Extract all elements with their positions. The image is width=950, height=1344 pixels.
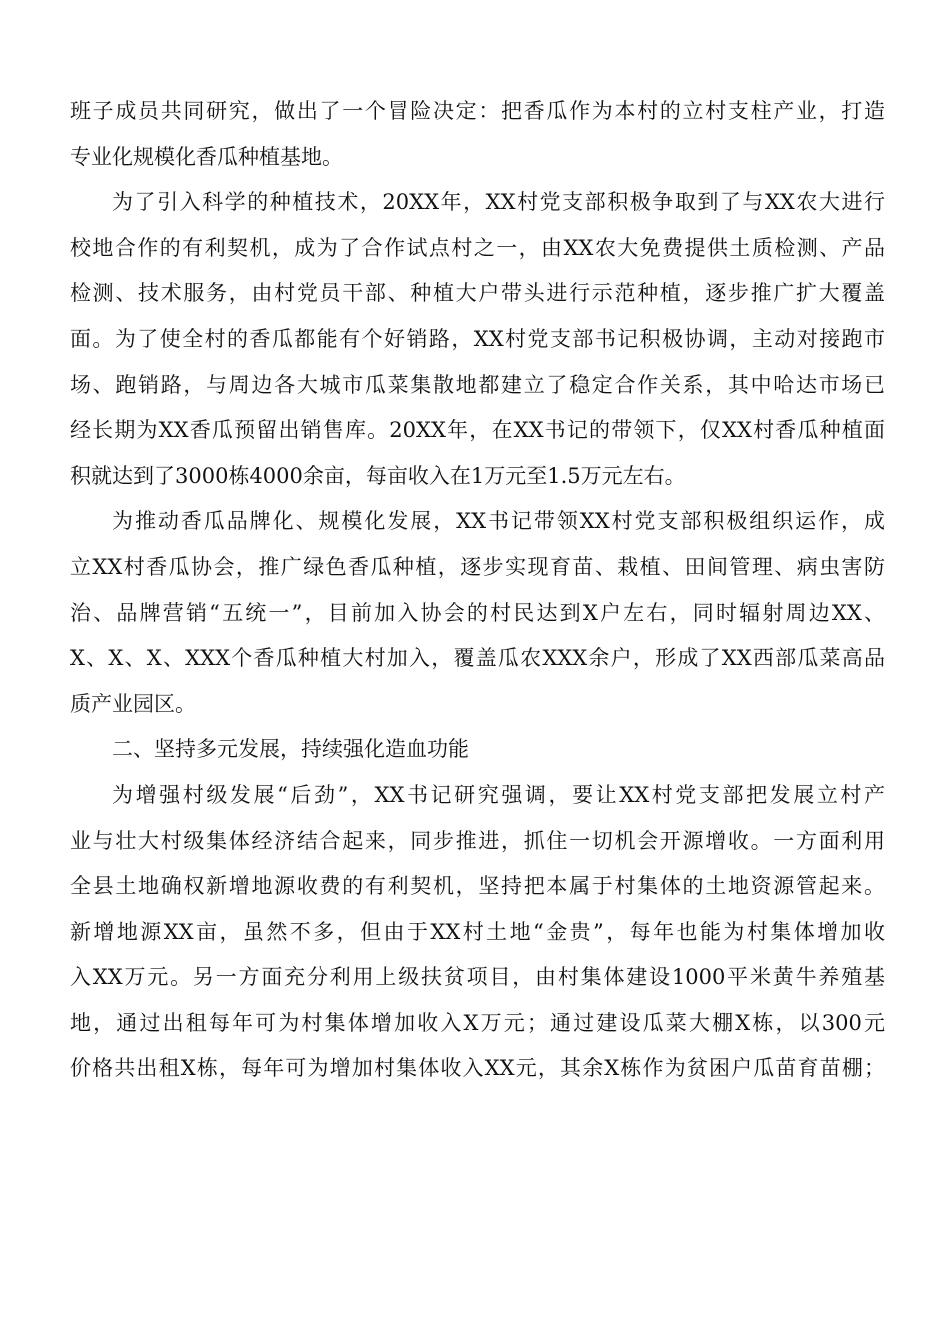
section-heading: 二、坚持多元发展，持续强化造血功能 — [112, 737, 469, 762]
text-line: 校地合作的有利契机，成为了合作试点村之一，由XX农大免费提供土质检测、产品 — [70, 235, 885, 260]
text-line: 积就达到了3000栋4000余亩，每亩收入在1万元至1.5万元左右。 — [70, 463, 686, 488]
text-line: X、X、X、XXX个香瓜种植大村加入，覆盖瓜农XXX余户，形成了XX西部瓜菜高品 — [70, 646, 885, 671]
text-line: 为了引入科学的种植技术，20XX年，XX村党支部积极争取到了与XX农大进行 — [112, 190, 885, 215]
text-line: 经长期为XX香瓜预留出销售库。20XX年，在XX书记的带领下，仅XX村香瓜种植面 — [70, 418, 885, 443]
paragraph-4 — [70, 773, 885, 1092]
text-line: 为推动香瓜品牌化、规模化发展，XX书记带领XX村党支部积极组织运作，成 — [112, 509, 885, 534]
paragraph-3 — [70, 499, 885, 727]
text-line: 新增地源XX亩，虽然不多，但由于XX村土地“金贵”，每年也能为村集体增加收 — [70, 919, 885, 944]
text-line: 质产业园区。 — [70, 691, 196, 716]
paragraph-2 — [70, 180, 885, 499]
text-line: 入XX万元。另一方面充分利用上级扶贫项目，由村集体建设1000平米黄牛养殖基 — [70, 965, 885, 990]
text-line: 业与壮大村级集体经济结合起来，同步推进，抓住一切机会开源增收。一方面利用 — [70, 828, 885, 853]
text-line: 立XX村香瓜协会，推广绿色香瓜种植，逐步实现育苗、栽植、田间管理、病虫害防 — [70, 554, 885, 579]
text-line: 为增强村级发展“后劲”，XX书记研究强调，要让XX村党支部把发展立村产 — [112, 782, 885, 807]
text-line: 专业化规模化香瓜种植基地。 — [70, 144, 343, 169]
text-line: 全县土地确权新增地源收费的有利契机，坚持把本属于村集体的土地资源管起来。 — [70, 874, 885, 899]
document-body — [70, 89, 885, 1092]
text-line: 价格共出租X栋，每年可为增加村集体收入XX元，其余X栋作为贫困户瓜苗育苗棚； — [70, 1056, 885, 1081]
text-line: 地，通过出租每年可为村集体增加收入X万元；通过建设瓜菜大棚X栋，以300元 — [70, 1010, 885, 1035]
text-line: 治、品牌营销“五统一”，目前加入协会的村民达到X户左右，同时辐射周边XX、 — [70, 600, 885, 625]
text-line: 班子成员共同研究，做出了一个冒险决定：把香瓜作为本村的立村支柱产业，打造 — [70, 99, 885, 123]
text-line: 检测、技术服务，由村党员干部、种植大户带头进行示范种植，逐步推广扩大覆盖 — [70, 281, 885, 306]
paragraph-1 — [70, 89, 885, 180]
text-line: 面。为了使全村的香瓜都能有个好销路，XX村党支部书记积极协调，主动对接跑市 — [70, 326, 885, 351]
text-line: 场、跑销路，与周边各大城市瓜菜集散地都建立了稳定合作关系，其中哈达市场已 — [70, 372, 885, 397]
